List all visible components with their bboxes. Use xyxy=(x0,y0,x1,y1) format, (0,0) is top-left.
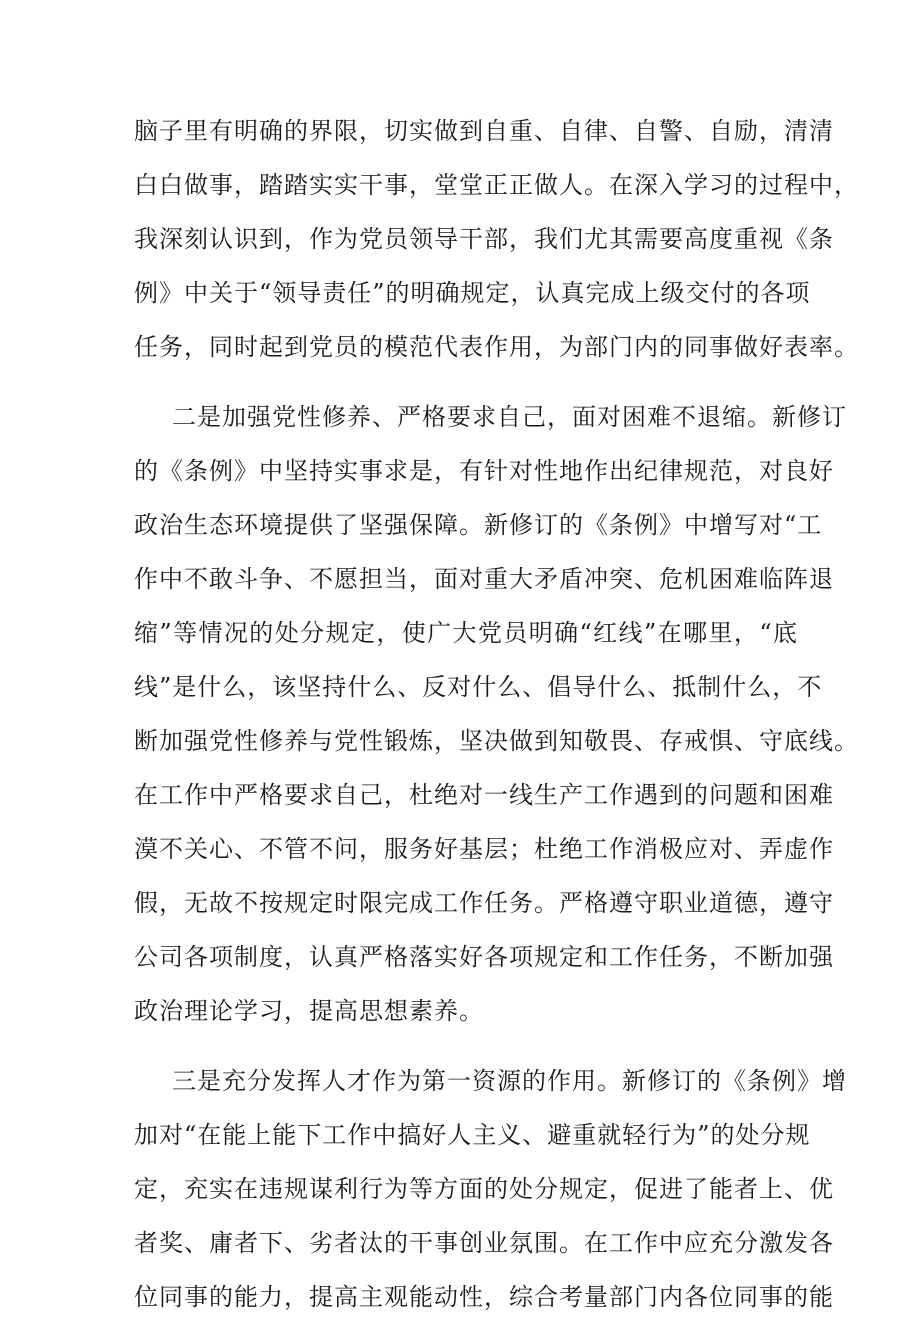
text-line: 脑子里有明确的界限，切实做到自重、自律、自警、自励，清清 xyxy=(134,117,834,145)
paragraph-3 xyxy=(134,1054,847,1324)
text-line: 政治生态环境提供了坚强保障。新修订的《条例》中增写对“工 xyxy=(134,511,823,539)
text-line: 缩”等情况的处分规定，使广大党员明确“红线”在哪里，“底 xyxy=(134,619,798,647)
text-line: 三是充分发挥人才作为第一资源的作用。新修订的《条例》增 xyxy=(172,1067,847,1095)
paragraph-2 xyxy=(134,390,859,1038)
text-line: 我深刻认识到，作为党员领导干部，我们尤其需要高度重视《条 xyxy=(134,225,834,253)
text-line: 者奖、庸者下、劣者汰的干事创业氛围。在工作中应充分激发各 xyxy=(134,1229,834,1257)
text-line: 在工作中严格要求自己，杜绝对一线生产工作遇到的问题和困难 xyxy=(134,781,834,809)
text-line: 公司各项制度，认真严格落实好各项规定和工作任务，不断加强 xyxy=(134,943,834,971)
document-body xyxy=(134,104,859,1324)
paragraph-1 xyxy=(134,104,859,374)
text-line: 任务，同时起到党员的模范代表作用，为部门内的同事做好表率。 xyxy=(134,333,859,361)
text-line: 位同事的能力，提高主观能动性，综合考量部门内各位同事的能 xyxy=(134,1283,834,1311)
text-line: 加对“在能上能下工作中搞好人主义、避重就轻行为”的处分规 xyxy=(134,1121,811,1149)
text-line: 定，充实在违规谋利行为等方面的处分规定，促进了能者上、优 xyxy=(134,1175,834,1203)
text-line: 的《条例》中坚持实事求是，有针对性地作出纪律规范，对良好 xyxy=(134,457,834,485)
text-line: 政治理论学习，提高思想素养。 xyxy=(134,997,484,1025)
text-line: 假，无故不按规定时限完成工作任务。严格遵守职业道德，遵守 xyxy=(134,889,834,917)
text-line: 二是加强党性修养、严格要求自己，面对困难不退缩。新修订 xyxy=(172,403,847,431)
paragraph-spacer xyxy=(134,374,798,390)
text-line: 例》中关于“领导责任”的明确规定，认真完成上级交付的各项 xyxy=(134,279,811,307)
text-line: 线”是什么，该坚持什么、反对什么、倡导什么、抵制什么，不 xyxy=(134,673,823,701)
text-line: 作中不敢斗争、不愿担当，面对重大矛盾冲突、危机困难临阵退 xyxy=(134,565,834,593)
text-line: 白白做事，踏踏实实干事，堂堂正正做人。在深入学习的过程中， xyxy=(134,171,859,199)
paragraph-spacer xyxy=(134,1038,798,1054)
text-line: 漠不关心、不管不问，服务好基层；杜绝工作消极应对、弄虚作 xyxy=(134,835,834,863)
text-line: 断加强党性修养与党性锻炼，坚决做到知敬畏、存戒惧、守底线。 xyxy=(134,727,859,755)
